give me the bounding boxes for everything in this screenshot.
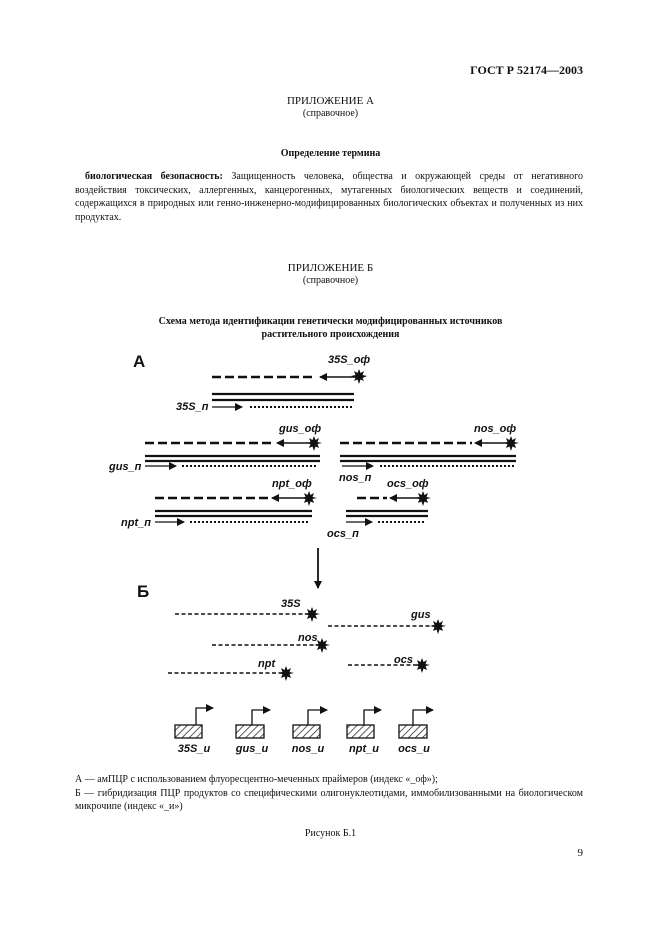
fluor-star-npt — [301, 491, 317, 506]
product-label-gus: gus — [411, 609, 431, 621]
probe-label-nos: nos_и — [291, 743, 325, 755]
appendix-a-title: ПРИЛОЖЕНИЕ А — [286, 95, 374, 107]
fluor-star-product-ocs — [414, 658, 430, 673]
probe-cell-ocs — [399, 725, 427, 738]
standard-number: ГОСТ Р 52174—2003 — [470, 63, 583, 77]
fluor-star-ocs — [415, 491, 431, 506]
product-label-35s: 35S — [281, 598, 301, 610]
appendix-b-heading-line2: растительного происхождения — [261, 329, 400, 340]
figure-caption: Рисунок Б.1 — [304, 828, 357, 839]
legend-line-a: А — амПЦР с использованием флуоресцентно-меченных праймеров (индекс «_оф»); — [75, 774, 438, 785]
label-gus-p: gus_п — [109, 461, 142, 473]
label-35s-of: 35S_оф — [328, 354, 371, 366]
figure-legend — [75, 773, 583, 814]
fluor-star-gus — [306, 436, 322, 451]
probe-cell-nos — [293, 725, 320, 738]
product-label-npt: npt — [258, 658, 276, 670]
probe-label-gus: gus_и — [235, 743, 269, 755]
product-label-ocs: ocs — [394, 654, 413, 666]
fluor-star-35s — [351, 369, 367, 384]
probe-arrow-npt — [364, 710, 381, 725]
fluor-star-product-npt — [278, 666, 294, 681]
probe-arrow-gus — [252, 710, 270, 725]
legend-line-b: Б — гибридизация ПЦР продуктов со специфическими олигонуклеотидами, иммобилизованными на биологическом микрочипе (индекс «_и») — [75, 787, 583, 813]
label-35s-p: 35S_п — [176, 401, 209, 413]
probe-label-35s: 35S_и — [177, 743, 211, 755]
panel-a-letter: А — [133, 352, 146, 371]
appendix-b-title: ПРИЛОЖЕНИЕ Б — [287, 262, 374, 274]
probe-arrow-ocs — [413, 710, 433, 725]
appendix-a-status: (справочное) — [302, 108, 359, 119]
probe-arrow-nos — [308, 710, 327, 725]
product-label-nos: nos — [298, 632, 318, 644]
label-nos-of: nos_оф — [474, 423, 517, 435]
appendix-a-heading: Определение термина — [280, 148, 381, 159]
term-text: Защищенность человека, общества и окружающей среды от негативного воздействия токсических, аллергенных, канцерогенных, мутагенных биологических веществ и соединений, содержащихся в природных или генно-инженерно-модифицированных биологических объектах и полученных из них продуктах. — [75, 171, 583, 223]
probe-arrow-35s — [196, 708, 213, 725]
panel-b-letter: Б — [137, 582, 150, 601]
label-npt-p: npt_п — [121, 517, 151, 529]
label-gus-of: gus_оф — [279, 423, 322, 435]
label-ocs-of: ocs_оф — [387, 478, 429, 490]
label-nos-p: nos_п — [339, 472, 372, 484]
probe-cell-35s — [175, 725, 202, 738]
probe-label-ocs: ocs_и — [398, 743, 430, 755]
fluor-star-product-gus — [430, 619, 446, 634]
appendix-b-status: (справочное) — [302, 275, 359, 286]
fluor-star-product-35s — [304, 607, 320, 622]
probe-cell-gus — [236, 725, 264, 738]
label-ocs-p: ocs_п — [327, 528, 359, 540]
appendix-b-heading-line1: Схема метода идентификации генетически модифицированных источников — [158, 316, 503, 327]
label-npt-of: npt_оф — [272, 478, 312, 490]
page-number: 9 — [577, 847, 583, 859]
fluor-star-nos — [503, 436, 519, 451]
probe-cell-npt — [347, 725, 374, 738]
probe-label-npt: npt_и — [349, 743, 379, 755]
term-name: биологическая безопасность: — [85, 171, 223, 182]
